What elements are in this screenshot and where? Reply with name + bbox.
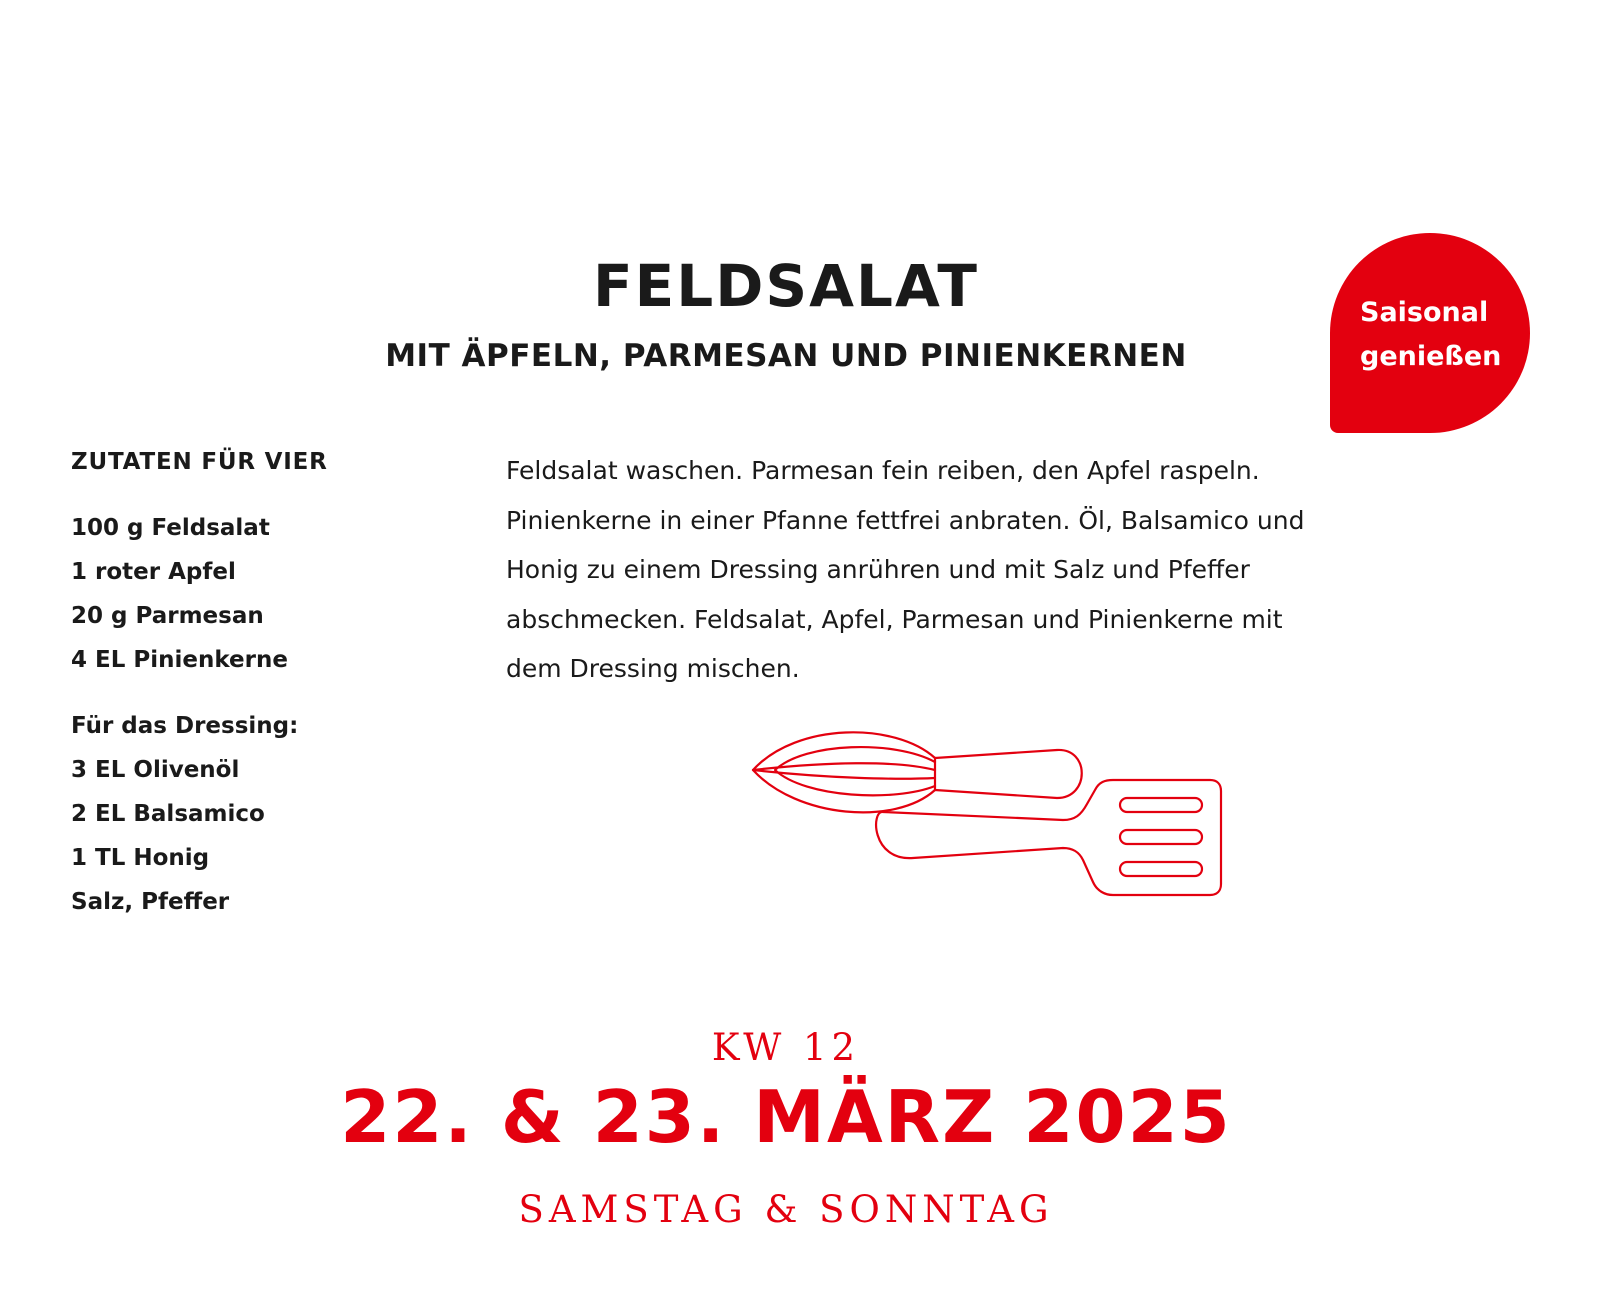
calendar-week: KW 12: [711, 1026, 861, 1069]
kitchen-utensils-illustration: [745, 730, 1255, 915]
ingredients-heading: ZUTATEN FÜR VIER: [71, 449, 328, 475]
instruction-line: Pinienkerne in einer Pfanne fettfrei anbraten. Öl, Balsamico und: [506, 505, 1305, 535]
ingredients-panel: [71, 440, 451, 924]
dressing-list: [71, 748, 451, 924]
dressing-item: 1 TL Honig: [71, 845, 210, 871]
instruction-line: dem Dressing mischen.: [506, 654, 800, 683]
dressing-item: Salz, Pfeffer: [71, 889, 230, 915]
ingredients-list: [71, 506, 451, 682]
recipe-title: FELDSALAT: [593, 252, 979, 320]
ingredient-item: 1 roter Apfel: [71, 559, 236, 585]
seasonal-badge: [1330, 233, 1530, 433]
dressing-item: 2 EL Balsamico: [71, 801, 265, 827]
calendar-days: SAMSTAG & SONNTAG: [518, 1188, 1054, 1231]
instruction-line: Honig zu einem Dressing anrühren und mit Salz und Pfeffer: [506, 555, 1250, 584]
ingredient-item: 4 EL Pinienkerne: [71, 647, 288, 673]
recipe-subtitle: MIT ÄPFELN, PARMESAN UND PINIENKERNEN: [385, 338, 1187, 374]
badge-line-1: Saisonal: [1360, 297, 1489, 328]
instructions-text: [506, 446, 1406, 694]
dressing-item: 3 EL Olivenöl: [71, 757, 240, 783]
calendar-date: 22. & 23. MÄRZ 2025: [340, 1075, 1232, 1159]
instruction-line: Feldsalat waschen. Parmesan fein reiben, den Apfel raspeln.: [506, 456, 1260, 485]
dressing-heading: Für das Dressing:: [71, 713, 299, 739]
ingredient-item: 20 g Parmesan: [71, 603, 264, 629]
instruction-line: abschmecken. Feldsalat, Apfel, Parmesan und Pinienkerne mit: [506, 604, 1283, 634]
ingredient-item: 100 g Feldsalat: [71, 515, 270, 541]
whisk-icon: [753, 732, 1082, 812]
badge-line-2: genießen: [1360, 341, 1502, 372]
